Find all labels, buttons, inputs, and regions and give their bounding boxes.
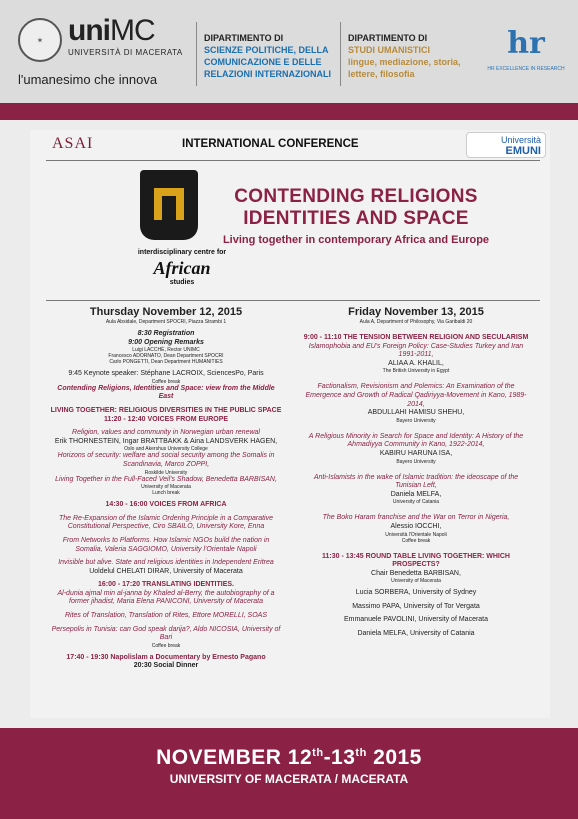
hr-text: HR EXCELLENCE IN RESEARCH bbox=[487, 66, 565, 72]
hr-excellence-logo bbox=[486, 26, 566, 72]
footer bbox=[0, 728, 578, 819]
session-heading: 14:30 - 16:00 VOICES FROM AFRICA bbox=[105, 501, 227, 509]
panelist: Lucia SORBERA, University of Sydney bbox=[355, 589, 477, 597]
speaker: Alessio IOCCHI, bbox=[390, 522, 442, 530]
centre-name: interdisciplinary centre for African studies bbox=[137, 249, 227, 286]
affiliation: Oslo and Akershus University College bbox=[124, 446, 208, 453]
talk-title: Factionalism, Revisionism and Polemics: An Examination of the Emergence and Growth of Radical Qadiriyya-Movement in Kano, 1989-2014, bbox=[305, 383, 527, 408]
affiliation: Bayero University bbox=[396, 458, 436, 465]
venue: Aula A, Department of Philosophy, Via Garibaldi 20 bbox=[359, 319, 473, 325]
talk-title: Persepolis in Tunisia: can God speak darija?, Aldo NICOSIA, University of Bari bbox=[51, 625, 281, 642]
session-heading: 11:30 - 13:45 ROUND TABLE LIVING TOGETHER: WHICH PROSPECTS? bbox=[322, 552, 510, 569]
session-heading: LIVING TOGETHER: RELIGIOUS DIVERSITIES IN THE PUBLIC SPACE bbox=[50, 406, 282, 414]
speaker: Francesco ADORNATO, Dean Department SPOCRI bbox=[108, 353, 224, 360]
divider bbox=[46, 160, 540, 161]
registration: 8:30 Registration bbox=[137, 330, 195, 337]
dept-title: DIPARTIMENTO DI bbox=[204, 33, 284, 43]
affiliation: University of Macerata bbox=[391, 578, 441, 585]
divider bbox=[340, 22, 341, 86]
program-day1 bbox=[50, 306, 282, 671]
affiliation: University of Macerata bbox=[141, 484, 191, 491]
talk-title: Horizons of security: welfare and social security among the Somalis in Scandinavia, Marco ZOPPI, bbox=[57, 452, 275, 468]
keynote: 9:45 Keynote speaker: Stéphane LACROIX, SciencesPo, Paris bbox=[68, 370, 264, 378]
dept-name: STUDI UMANISTICI bbox=[348, 45, 430, 55]
centre-logo-icon bbox=[140, 170, 198, 240]
speaker: Uoldelul CHELATI DIRAR, University of Macerata bbox=[89, 567, 243, 575]
conference-subtitle: Living together in contemporary Africa and Europe bbox=[222, 234, 490, 246]
talk-title: The Boko Haram franchise and the War on Terror in Nigeria, bbox=[322, 514, 510, 522]
dept-title: DIPARTIMENTO DI bbox=[348, 33, 428, 43]
documentary: 17:40 - 19:30 Napolislam a Documentary by Ernesto Pagano bbox=[66, 653, 266, 661]
talk-title: Anti-Islamists in the wake of Islamic tradition: the ideoscape of the Tunisian Left, bbox=[313, 473, 519, 490]
program-day2 bbox=[300, 306, 532, 639]
motto: l'umanesimo che innova bbox=[18, 72, 158, 87]
talk-title: Invisible but alive. State and religious identities in Independent Eritrea bbox=[58, 559, 274, 567]
asai-logo: ASAI bbox=[52, 135, 94, 152]
header-band bbox=[0, 103, 578, 120]
talk-title: A Religious Minority in Search for Space and Identity: A History of the Ahmadiyya Community in Kano, 1922-2014, bbox=[308, 432, 524, 449]
panelist: Massimo PAPA, University of Tor Vergata bbox=[352, 602, 480, 610]
talk-title: Rites of Translation, Translation of Rites, Ettore MORELLI, SOAS bbox=[64, 612, 268, 620]
conference-title: CONTENDING RELIGIONS IDENTITIES AND SPACE bbox=[234, 186, 478, 229]
talk-title: Islamophobia and EU's Foreign Policy: Case-Studies Turkey and Iran 1991-2011, bbox=[308, 342, 524, 359]
break: Coffee break bbox=[401, 537, 431, 544]
conference-label: INTERNATIONAL CONFERENCE bbox=[182, 138, 359, 150]
speaker: Daniela MELFA, bbox=[390, 490, 442, 498]
speaker: ABDULLAHI HAMISU SHEHU, bbox=[367, 409, 465, 417]
unimc-wordmark: uniMC bbox=[68, 14, 155, 47]
panelist: Daniela MELFA, University of Catania bbox=[357, 630, 475, 638]
divider bbox=[196, 22, 197, 86]
panelist: Emmanuele PAVOLINI, University of Macerata bbox=[343, 616, 489, 624]
speaker: Erik THORNESTEIN, Ingar BRATTBAKK & Aina LANDSVERK HAGEN, bbox=[54, 437, 278, 445]
university-seal-icon: ✶ bbox=[18, 18, 62, 62]
conference-dates: NOVEMBER 12th-13th 2015 bbox=[156, 746, 422, 769]
talk-title: Religion, values and community in Norwegian urban renewal bbox=[72, 429, 260, 437]
break: Coffee break bbox=[151, 378, 181, 385]
affiliation: University of Catania bbox=[392, 499, 440, 506]
department-humanities bbox=[348, 32, 478, 80]
speaker: KABIRU HARUNA ISA, bbox=[379, 449, 453, 457]
affiliation: Università l'Orientale Napoli bbox=[385, 531, 447, 538]
session-heading: 9:00 - 11:10 THE TENSION BETWEEN RELIGION AND SECULARISM bbox=[303, 334, 529, 341]
speaker: Carlo PONGETTI, Dean Department HUMANITIES bbox=[109, 359, 223, 366]
dept-detail: lingue, mediazione, storia, lettere, filosofia bbox=[348, 57, 461, 79]
chair: Chair Benedetta BARBISAN, bbox=[371, 569, 461, 577]
session-heading: 16:00 - 17:20 TRANSLATING IDENTITIES. bbox=[97, 581, 234, 589]
speaker: Luigi LACCHÈ, Rector UNIMC bbox=[132, 347, 200, 354]
speaker: ALIAA A. KHALIL, bbox=[388, 359, 444, 367]
department-spocri bbox=[204, 32, 344, 80]
talk-title: Living Together in the Full-Faced Veil's Shadow, Benedetta BARBISAN, bbox=[55, 475, 277, 483]
university-name: UNIVERSITÀ DI MACERATA bbox=[68, 48, 183, 57]
emuni-logo: Università EMUNI bbox=[466, 132, 546, 158]
hr-logo-icon: hr bbox=[507, 26, 545, 61]
divider bbox=[46, 300, 540, 301]
break: Coffee break bbox=[151, 642, 181, 649]
session-heading: 11:20 - 12:40 VOICES FROM EUROPE bbox=[103, 415, 229, 423]
talk-title: The Re-Expansion of the Islamic Ordering Principle in a Comparative Constitutional Perspective, Ciro SBAILÒ, University Kore, Enna bbox=[59, 514, 273, 531]
day-heading: Friday November 13, 2015 bbox=[348, 306, 484, 318]
dept-name: SCIENZE POLITICHE, DELLA COMUNICAZIONE E DELLE RELAZIONI INTERNAZIONALI bbox=[204, 45, 331, 79]
affiliation: The British University in Egypt bbox=[382, 368, 450, 375]
talk-title: Al-dunia ajmal min al-janna by Khaled al-Berry, the autobiography of a former jihadist, Maria Elena PANICONI, University of Macerata bbox=[57, 589, 275, 606]
affiliation: Bayero University bbox=[396, 417, 436, 424]
venue: Aula Absidale, Department SPOCRI, Piazza Strambi 1 bbox=[105, 319, 227, 325]
talk-title: From Networks to Platforms. How Islamic NGOs build the nation in Somalia, Valeria SAGGIOMO, University l'Orientale Napoli bbox=[62, 536, 270, 553]
header bbox=[0, 0, 578, 103]
break: Lunch break bbox=[152, 490, 180, 497]
social-dinner: 20:30 Social Dinner bbox=[133, 662, 199, 670]
affiliation: Roskilde University bbox=[144, 469, 188, 476]
conference-place: UNIVERSITY OF MACERATA / MACERATA bbox=[169, 772, 409, 786]
opening-remarks: 9:00 Opening Remarks bbox=[128, 338, 204, 346]
talk-title: Contending Religions, Identities and Space: view from the Middle East bbox=[57, 384, 275, 401]
day-heading: Thursday November 12, 2015 bbox=[89, 306, 243, 318]
